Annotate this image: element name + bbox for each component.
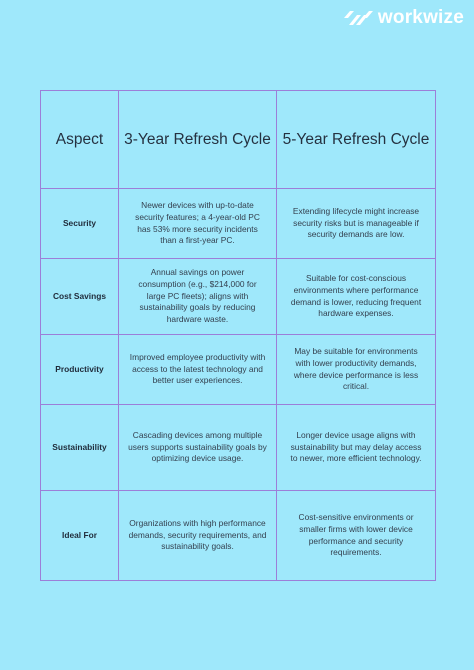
brand-name: workwize [377, 7, 464, 28]
header-3-year: 3-Year Refresh Cycle [119, 91, 277, 189]
table-row [41, 259, 436, 335]
row-label-ideal-for: Ideal For [41, 491, 119, 581]
cell-3-year: Cascading devices among multiple users supports sustainability goals by optimizing device usage. [119, 405, 277, 491]
row-label-sustainability: Sustainability [41, 405, 119, 491]
workwize-logo-icon [343, 9, 373, 27]
cell-5-year: May be suitable for environments with lower productivity demands, where device performance is less critical. [277, 335, 436, 405]
row-label-security: Security [41, 189, 119, 259]
table-row [41, 189, 436, 259]
table-row [41, 405, 436, 491]
row-label-cost-savings: Cost Savings [41, 259, 119, 335]
cell-3-year: Organizations with high performance demands, security requirements, and sustainability goals. [119, 491, 277, 581]
brand-logo [343, 7, 464, 29]
cell-3-year: Improved employee productivity with access to the latest technology and better user experiences. [119, 335, 277, 405]
cell-5-year: Suitable for cost-conscious environments where performance demand is lower, reducing frequent hardware expenses. [277, 259, 436, 335]
cell-3-year: Annual savings on power consumption (e.g., $214,000 for large PC fleets); aligns with sustainability goals by reducing hardware waste. [119, 259, 277, 335]
cell-5-year: Longer device usage aligns with sustainability but may delay access to newer, more efficient technology. [277, 405, 436, 491]
table-row [41, 335, 436, 405]
header-5-year: 5-Year Refresh Cycle [277, 91, 436, 189]
cell-5-year: Extending lifecycle might increase security risks but is manageable if security demands are low. [277, 189, 436, 259]
table-header-row [41, 91, 436, 189]
table-row [41, 491, 436, 581]
comparison-table [40, 90, 436, 581]
cell-5-year: Cost-sensitive environments or smaller firms with lower device performance and security requirements. [277, 491, 436, 581]
header-aspect: Aspect [41, 91, 119, 189]
cell-3-year: Newer devices with up-to-date security features; a 4-year-old PC has 53% more security incidents than a first-year PC. [119, 189, 277, 259]
row-label-productivity: Productivity [41, 335, 119, 405]
